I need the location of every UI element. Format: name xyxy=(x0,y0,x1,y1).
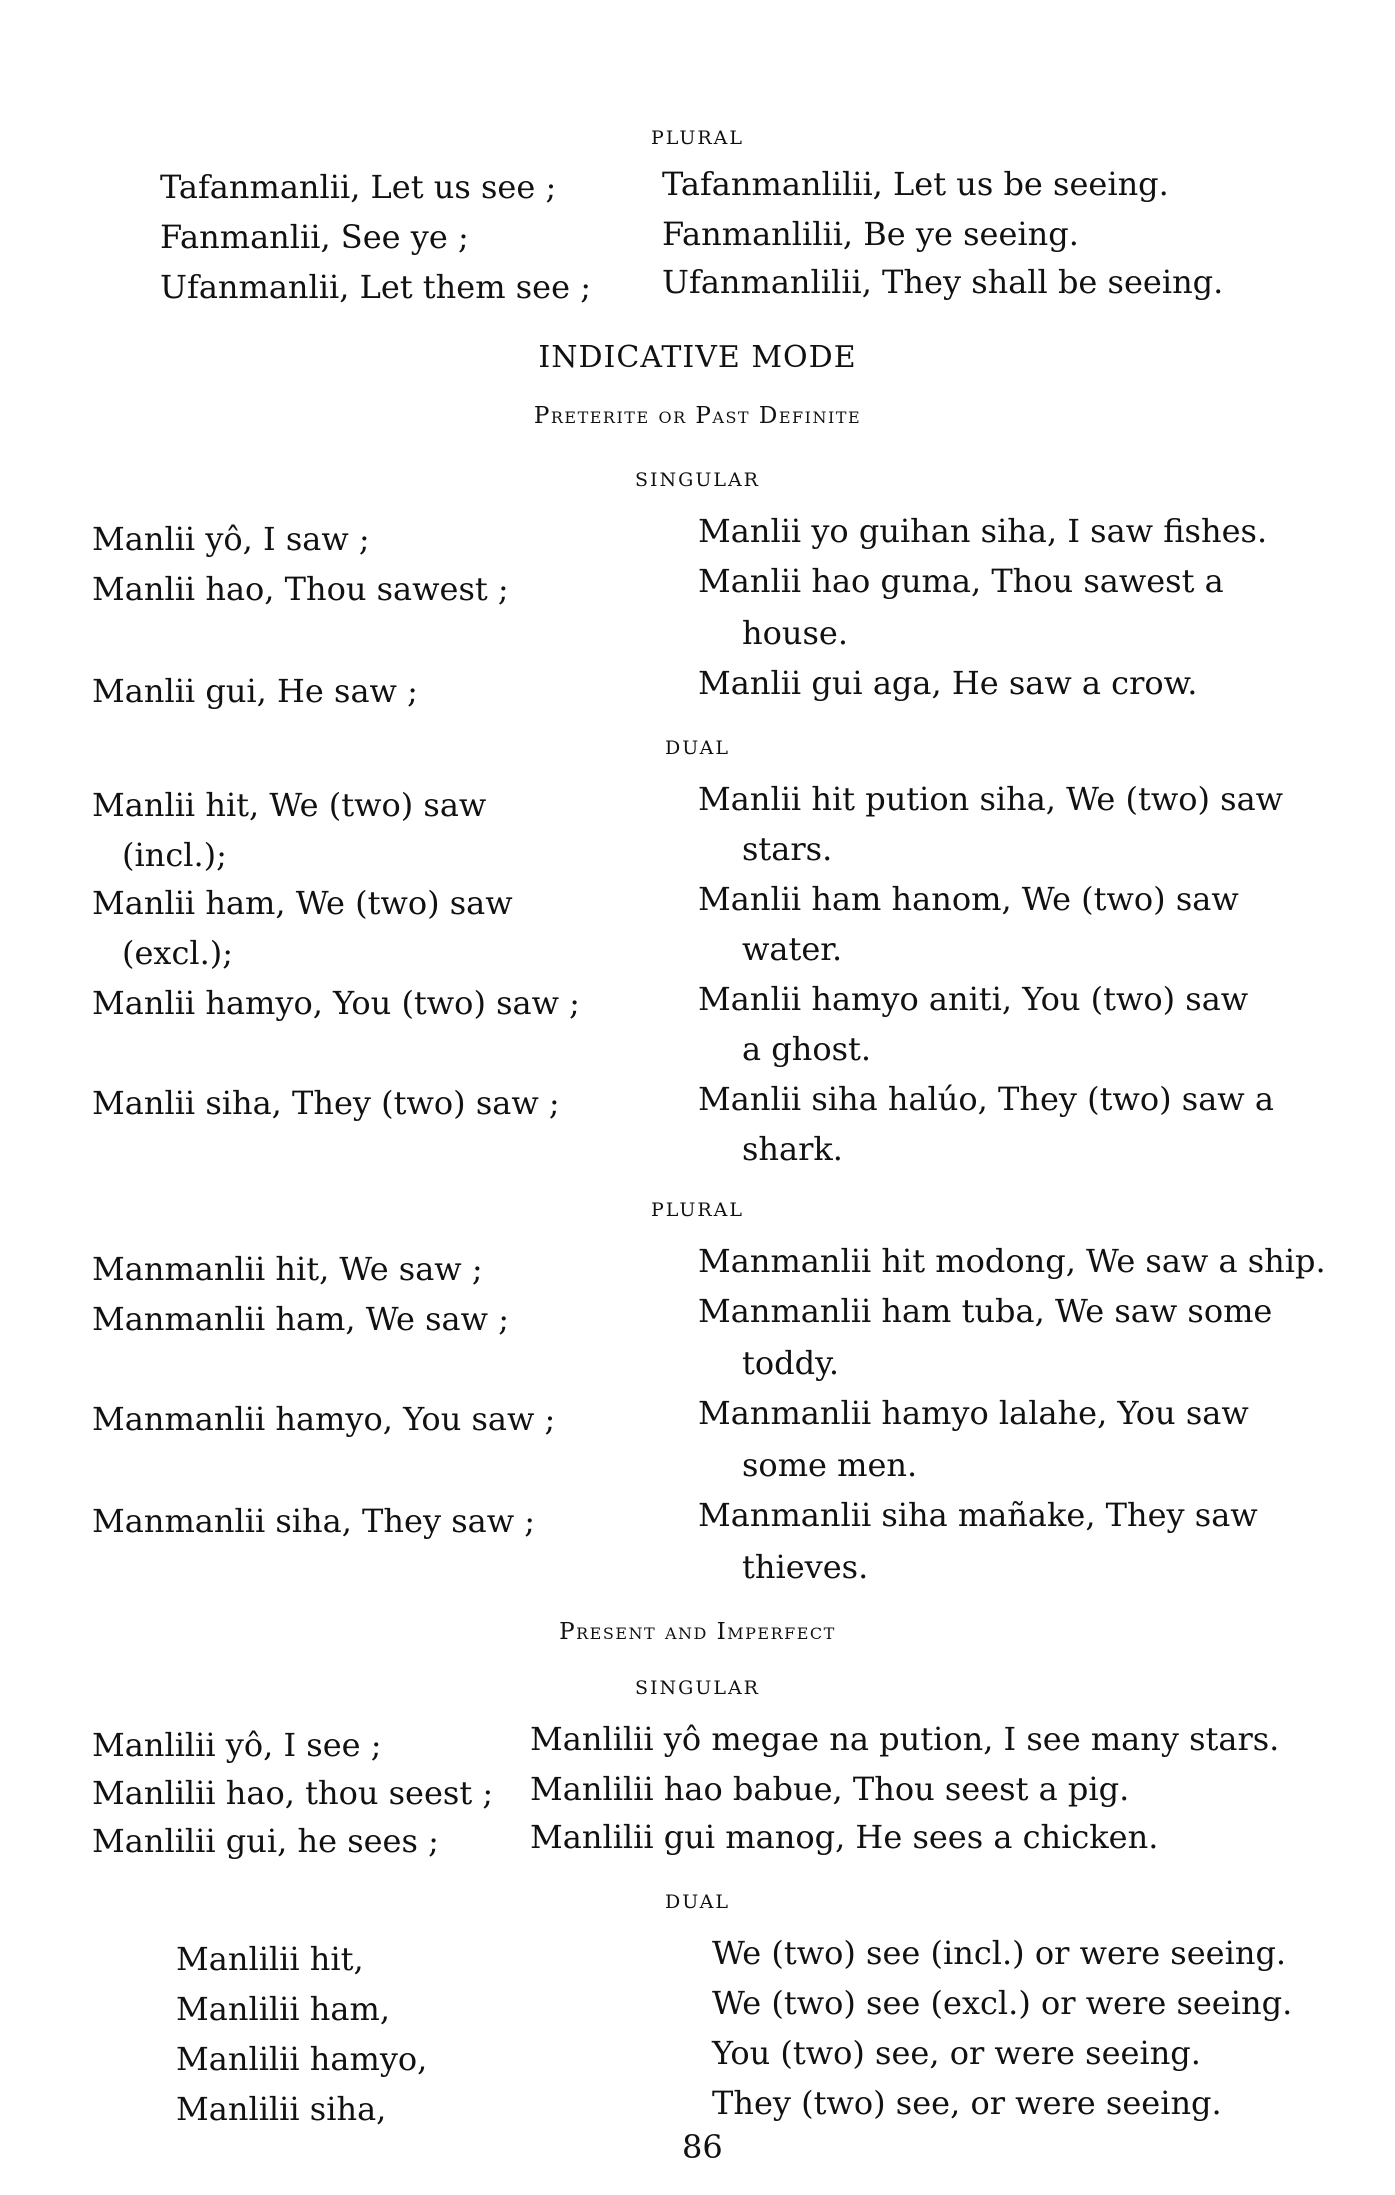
preterite-plural-left-3: Manmanlii hamyo, You saw ; xyxy=(92,1400,556,1438)
heading-plural: PLURAL xyxy=(650,127,745,149)
preterite-singular-left-3: Manlii gui, He saw ; xyxy=(92,672,418,710)
heading-dual: DUAL xyxy=(665,737,730,759)
present-singular-left-1: Manlilii yô, I see ; xyxy=(92,1726,382,1764)
present-singular-right-1: Manlilii yô megae na pution, I see many stars. xyxy=(530,1720,1280,1758)
preterite-singular-right-2: Manlii hao guma, Thou sawest a xyxy=(698,562,1224,600)
present-dual-right-2: We (two) see (excl.) or were seeing. xyxy=(712,1984,1293,2022)
present-singular-right-2: Manlilii hao babue, Thou seest a pig. xyxy=(530,1770,1130,1808)
imperative-plural-left-3: Ufanmanlii, Let them see ; xyxy=(160,268,591,306)
preterite-dual-left-2: Manlii ham, We (two) saw xyxy=(92,884,513,922)
preterite-singular-right-1: Manlii yo guihan siha, I saw fishes. xyxy=(698,512,1268,550)
preterite-dual-left-3: Manlii hamyo, You (two) saw ; xyxy=(92,984,580,1022)
present-dual-left-4: Manlilii siha, xyxy=(176,2090,387,2128)
present-dual-right-1: We (two) see (incl.) or were seeing. xyxy=(712,1934,1287,1972)
present-singular-left-3: Manlilii gui, he sees ; xyxy=(92,1822,439,1860)
preterite-dual-left-1-cont: (incl.); xyxy=(122,836,227,874)
preterite-dual-right-3-cont: a ghost. xyxy=(742,1030,872,1068)
preterite-plural-left-2: Manmanlii ham, We saw ; xyxy=(92,1300,509,1338)
preterite-dual-left-4: Manlii siha, They (two) saw ; xyxy=(92,1084,560,1122)
preterite-dual-left-1: Manlii hit, We (two) saw xyxy=(92,786,487,824)
preterite-dual-right-2: Manlii ham hanom, We (two) saw xyxy=(698,880,1239,918)
page-number: 86 xyxy=(682,2128,723,2166)
heading-plural-2: PLURAL xyxy=(650,1199,745,1221)
preterite-singular-right-2-cont: house. xyxy=(742,614,849,652)
preterite-plural-right-3: Manmanlii hamyo lalahe, You saw xyxy=(698,1394,1249,1432)
preterite-plural-left-4: Manmanlii siha, They saw ; xyxy=(92,1502,536,1540)
preterite-dual-right-3: Manlii hamyo aniti, You (two) saw xyxy=(698,980,1249,1018)
present-singular-left-2: Manlilii hao, thou seest ; xyxy=(92,1774,494,1812)
preterite-plural-right-1: Manmanlii hit modong, We saw a ship. xyxy=(698,1242,1326,1280)
present-dual-right-4: They (two) see, or were seeing. xyxy=(712,2084,1222,2122)
preterite-dual-right-1-cont: stars. xyxy=(742,830,833,868)
preterite-dual-right-4: Manlii siha halúo, They (two) saw a xyxy=(698,1080,1274,1118)
imperative-plural-left-2: Fanmanlii, See ye ; xyxy=(160,218,469,256)
imperative-plural-right-2: Fanmanlilii, Be ye seeing. xyxy=(662,215,1079,253)
heading-dual-2: DUAL xyxy=(665,1891,730,1913)
heading-preterite: Preterite or Past Definite xyxy=(533,403,862,429)
imperative-plural-right-3: Ufanmanlilii, They shall be seeing. xyxy=(662,263,1224,301)
preterite-plural-right-4-cont: thieves. xyxy=(742,1548,869,1586)
preterite-singular-left-2: Manlii hao, Thou sawest ; xyxy=(92,570,509,608)
preterite-dual-left-2-cont: (excl.); xyxy=(122,934,234,972)
preterite-plural-right-4: Manmanlii siha mañake, They saw xyxy=(698,1496,1258,1534)
present-dual-left-3: Manlilii hamyo, xyxy=(176,2040,428,2078)
imperative-plural-left-1: Tafanmanlii, Let us see ; xyxy=(160,168,557,206)
preterite-dual-right-2-cont: water. xyxy=(742,930,843,968)
present-dual-right-3: You (two) see, or were seeing. xyxy=(712,2034,1201,2072)
imperative-plural-right-1: Tafanmanlilii, Let us be seeing. xyxy=(662,165,1169,203)
preterite-plural-right-3-cont: some men. xyxy=(742,1446,918,1484)
heading-singular-2: SINGULAR xyxy=(635,1677,760,1699)
preterite-singular-right-3: Manlii gui aga, He saw a crow. xyxy=(698,664,1198,702)
heading-indicative-mode: INDICATIVE MODE xyxy=(538,340,857,375)
present-dual-left-1: Manlilii hit, xyxy=(176,1940,364,1978)
preterite-plural-right-2: Manmanlii ham tuba, We saw some xyxy=(698,1292,1273,1330)
preterite-singular-left-1: Manlii yô, I saw ; xyxy=(92,520,370,558)
heading-present: Present and Imperfect xyxy=(559,1619,836,1645)
preterite-plural-right-2-cont: toddy. xyxy=(742,1344,840,1382)
present-dual-left-2: Manlilii ham, xyxy=(176,1990,390,2028)
preterite-dual-right-4-cont: shark. xyxy=(742,1130,843,1168)
preterite-dual-right-1: Manlii hit pution siha, We (two) saw xyxy=(698,780,1284,818)
present-singular-right-3: Manlilii gui manog, He sees a chicken. xyxy=(530,1818,1159,1856)
preterite-plural-left-1: Manmanlii hit, We saw ; xyxy=(92,1250,483,1288)
heading-singular: SINGULAR xyxy=(635,469,760,491)
